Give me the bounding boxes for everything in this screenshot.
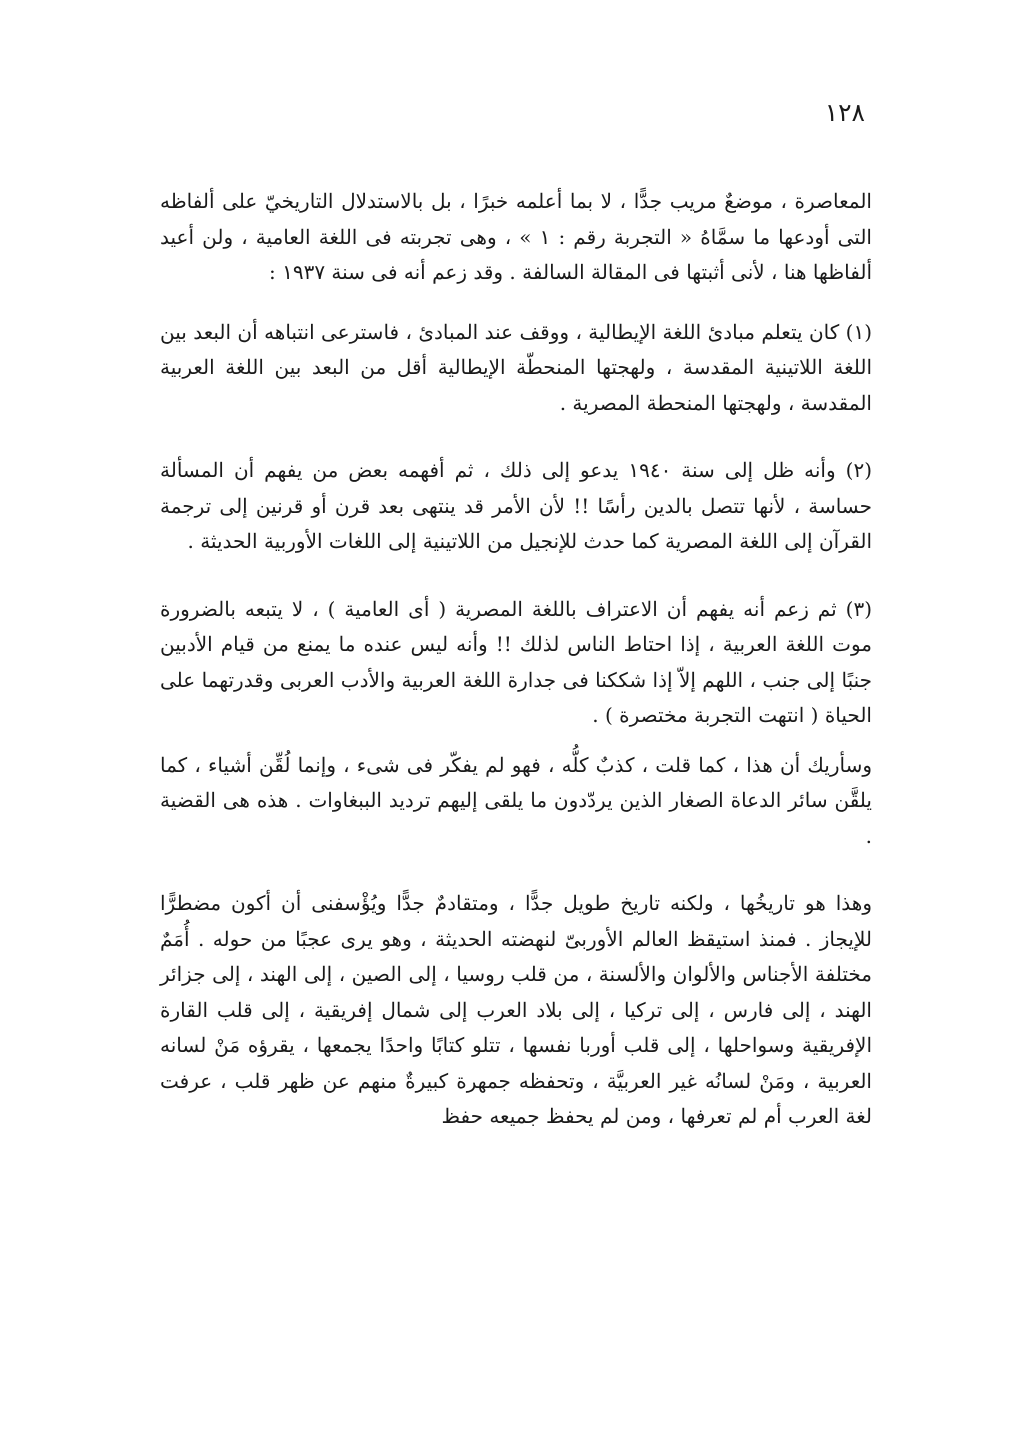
paragraph-point-2: (٢) وأنه ظل إلى سنة ١٩٤٠ يدعو إلى ذلك ، ثم أفهمه بعض من يفهم أن المسألة حساسة ، لأنها تتصل بالدين رأسًا !! لأن الأمر قد ينتهى بعد قرن أو قرنين إلى ترجمة القرآن إلى اللغة المصرية كما حدث للإنجيل من اللاتينية إلى اللغات الأوربية الحديثة . <box>160 458 872 553</box>
paragraph-rebuttal: وسأريك أن هذا ، كما قلت ، كذبٌ كلُّه ، فهو لم يفكّر فى شىء ، وإنما لُقِّن أشياء ، كما يلقَّن سائر الدعاة الصغار الذين يردّدون ما يلقى إليهم ترديد الببغاوات . هذه هى القضية . <box>160 752 872 848</box>
page-number: ١٢٨ <box>824 98 865 127</box>
page-body <box>160 184 872 1135</box>
paragraph-history: وهذا هو تاريخُها ، ولكنه تاريخ طويل جدًّا ، ومتقادمٌ جدًّا ويُؤْسفنى أن أكون مضطرًّا للإيجاز . فمنذ استيقظ العالم الأوربىّ لنهضته الحديثة ، وهو يرى عجبًا من حوله . أُمَمٌ مختلفة الأجناس والألوان والألسنة ، من قلب روسيا ، إلى الصين ، إلى الهند ، إلى جزائر الهند ، إلى فارس ، إلى تركيا ، إلى بلاد العرب إلى شمال إفريقية ، إلى قلب القارة الإفريقية وسواحلها ، إلى قلب أوربا نفسها ، تتلو كتابًا واحدًا يجمعها ، يقرؤه مَنْ لسانه العربية ، ومَنْ لسانُه غير العربيَّة ، وتحفظه جمهرة كبيرةٌ منهم عن ظهر قلب ، عرفت لغة العرب أم لم تعرفها ، ومن لم يحفظ جميعه حفظ <box>160 891 872 1128</box>
paragraph-point-1: (١) كان يتعلم مبادئ اللغة الإيطالية ، ووقف عند المبادئ ، فاسترعى انتباهه أن البعد بين اللغة اللاتينية المقدسة ، ولهجتها المنحطّة الإيطالية أقل من البعد بين اللغة العربية المقدسة ، ولهجتها المنحطة المصرية . <box>160 319 872 415</box>
paragraph-point-3: (٣) ثم زعم أنه يفهم أن الاعتراف باللغة المصرية ( أى العامية ) ، لا يتبعه بالضرورة موت اللغة العربية ، إذا احتاط الناس لذلك !! وأنه ليس عنده ما يمنع من قيام الأدبين جنبًا إلى جنب ، اللهم إلاّ إذا شككنا فى جدارة اللغة العربية والأدب العربى وقدرتهما على الحياة ( انتهت التجربة مختصرة ) . <box>160 596 872 727</box>
paragraph-continuation: المعاصرة ، موضعٌ مريب جدًّا ، لا بما أعلمه خبرًا ، بل بالاستدلال التاريخيّ على ألفاظه التى أودعها ما سمَّاهُ « التجربة رقم : ١ » ، وهى تجربته فى اللغة العامية ، ولن أعيد ألفاظها هنا ، لأنى أثبتها فى المقالة السالفة . وقد زعم أنه فى سنة ١٩٣٧ : <box>160 189 872 284</box>
